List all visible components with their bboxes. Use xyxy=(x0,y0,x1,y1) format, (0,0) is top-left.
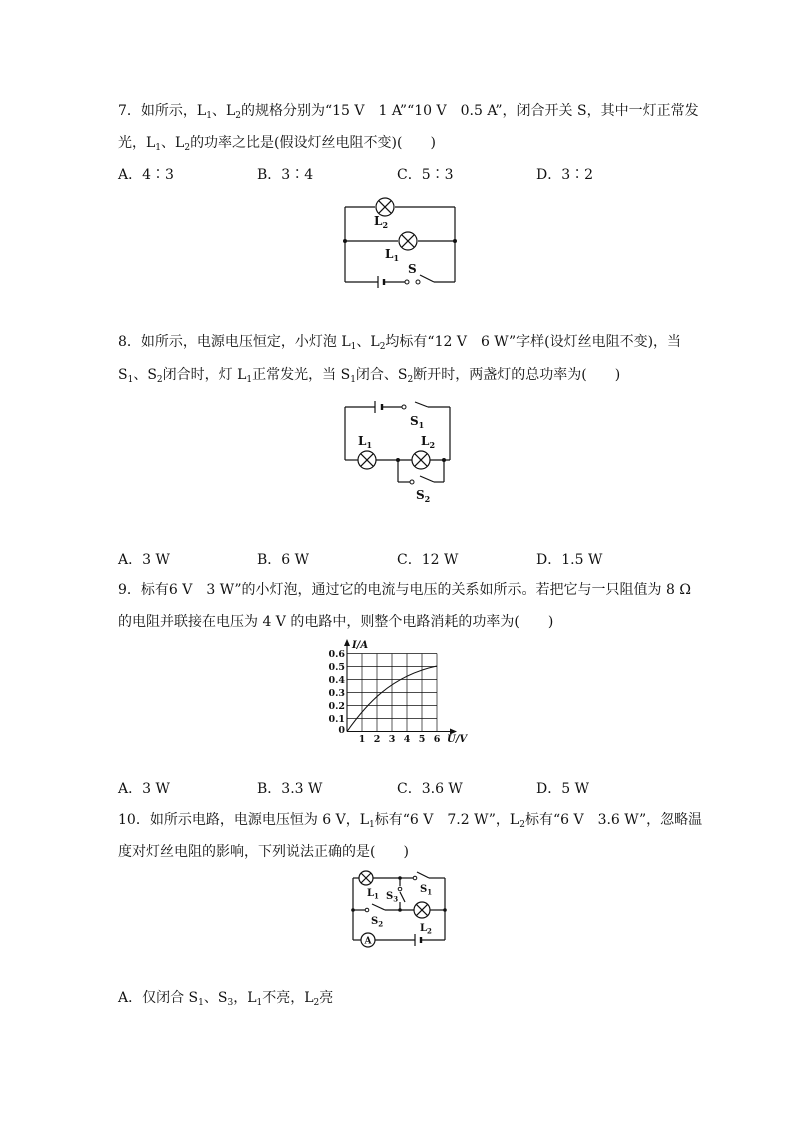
y-axis-label: I/A xyxy=(352,640,369,651)
q7-option-b: B．3∶4 xyxy=(257,167,314,183)
q7-option-d: D．3∶2 xyxy=(536,167,594,183)
battery-icon xyxy=(415,934,421,946)
q7-circuit-diagram xyxy=(340,195,460,290)
y-tick: 0.4 xyxy=(328,675,345,686)
q8-circuit-diagram xyxy=(338,395,458,505)
q10-label-s1: $S_1$ xyxy=(420,884,433,897)
q8-option-b: B．6 W xyxy=(257,552,310,568)
ammeter-icon xyxy=(361,933,375,947)
y-tick: 0.3 xyxy=(328,688,345,699)
x-tick: 2 xyxy=(373,734,381,744)
q9-option-a: A．3 W xyxy=(118,781,170,797)
y-tick: 0.5 xyxy=(328,662,345,673)
q7-label-s: S xyxy=(408,262,417,276)
y-tick: 0.6 xyxy=(328,649,345,660)
lamp-l1-icon xyxy=(399,232,417,250)
q7-label-l1: $L_1$ xyxy=(385,247,400,263)
lamp-l1-icon xyxy=(359,871,373,885)
q10-stem-line1: 10．如所示电路，电源电压恒为 6 V，$L_1$标有“6 V 7.2 W”，$L_2$标有“6 V 3.6 W”，忽略温 xyxy=(118,812,703,830)
battery-icon xyxy=(378,276,384,288)
y-tick: 0.2 xyxy=(328,701,345,712)
q8-option-a: A．3 W xyxy=(118,552,170,568)
ammeter-label: A xyxy=(364,936,372,947)
q8-stem-line1: 8．如所示，电源电压恒定，小灯泡 $L_1$、$L_2$均标有“12 V 6 W”字样(设灯丝电阻不变)，当 xyxy=(118,334,682,352)
q8-label-s1: $S_1$ xyxy=(410,414,425,430)
q10-stem-line2: 度对灯丝电阻的影响，下列说法正确的是( ) xyxy=(118,844,409,860)
switch-s3-icon xyxy=(398,887,402,891)
switch-s2-icon xyxy=(410,480,414,484)
lamp-l2-icon xyxy=(414,902,430,918)
switch-s1-icon xyxy=(413,876,417,880)
q10-option-a: A．仅闭合 $S_1$、$S_3$，$L_1$不亮，$L_2$亮 xyxy=(118,990,334,1008)
q7-stem-line2: 光，$L_1$、$L_2$的功率之比是(假设灯丝电阻不变)( ) xyxy=(118,135,436,153)
lamp-l2-icon xyxy=(412,451,430,469)
q9-iu-graph xyxy=(325,636,470,744)
q10-label-l2: $L_2$ xyxy=(420,923,432,936)
x-tick: 6 xyxy=(433,734,441,744)
q8-option-d: D．1.5 W xyxy=(536,552,603,568)
q7-label-l2: $L_2$ xyxy=(374,214,389,230)
q9-option-d: D．5 W xyxy=(536,781,589,797)
q9-stem-line1: 9．标有6 V 3 W”的小灯泡，通过它的电流与电压的关系如所示。若把它与一只阻值为 8 Ω xyxy=(118,582,691,598)
battery-icon xyxy=(375,401,382,413)
q10-label-s2: $S_2$ xyxy=(371,916,384,929)
q9-option-c: C．3.6 W xyxy=(397,781,463,797)
switch-s1-icon xyxy=(402,405,406,409)
q10-label-s3: $S_3$ xyxy=(386,891,399,904)
q8-stem-line2: $S_1$、$S_2$闭合时，灯 $L_1$正常发光，当 $S_1$闭合、$S_2$断开时，两盏灯的总功率为( ) xyxy=(118,367,621,385)
x-tick: 4 xyxy=(403,734,411,744)
q8-label-s2: $S_2$ xyxy=(416,488,431,504)
x-tick: 1 xyxy=(358,734,366,744)
q8-option-c: C．12 W xyxy=(397,552,459,568)
q7-option-c: C．5∶3 xyxy=(397,167,454,183)
q9-option-b: B．3.3 W xyxy=(257,781,323,797)
q7-stem-line1: 7．如所示，$L_1$、$L_2$的规格分别为“15 V 1 A”“10 V 0.5 A”，闭合开关 S，其中一灯正常发 xyxy=(118,103,699,121)
q8-label-l1: $L_1$ xyxy=(358,434,373,450)
switch-s2-icon xyxy=(365,908,369,912)
switch-s-icon xyxy=(405,280,420,284)
x-axis-label: U/V xyxy=(447,734,468,744)
q9-stem-line2: 的电阻并联接在电压为 4 V 的电路中，则整个电路消耗的功率为( ) xyxy=(118,614,554,630)
q7-option-a: A．4∶3 xyxy=(118,167,174,183)
x-tick: 5 xyxy=(418,734,426,744)
q10-circuit-diagram xyxy=(345,868,455,950)
q10-label-l1: $L_1$ xyxy=(367,888,379,901)
q8-label-l2: $L_2$ xyxy=(421,434,436,450)
y-tick: 0.1 xyxy=(328,714,345,725)
y-tick: 0 xyxy=(338,725,345,736)
x-tick: 3 xyxy=(388,734,396,744)
lamp-l1-icon xyxy=(358,451,376,469)
